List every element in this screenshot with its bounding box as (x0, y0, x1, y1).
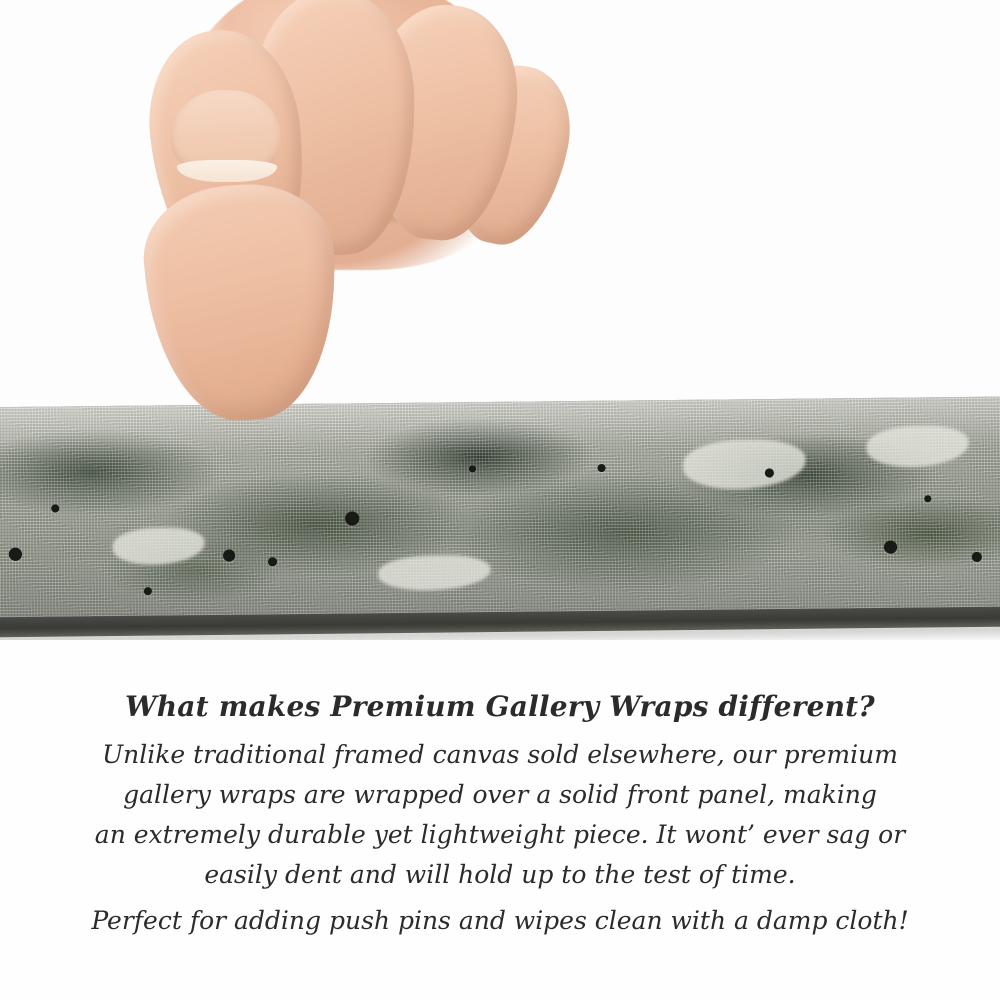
caption-closing-line: Perfect for adding push pins and wipes clean with a damp cloth! (91, 906, 909, 935)
caption-line-4: easily dent and will hold up to the test of time. (204, 860, 796, 889)
caption-line-1: Unlike traditional framed canvas sold elsewhere, our premium (102, 740, 898, 769)
canvas-speck (884, 540, 897, 553)
canvas-speck (51, 504, 59, 512)
canvas-paint-patch (683, 439, 806, 489)
caption-line-3: an extremely durable yet lightweight piece. It wont’ ever sag or (94, 820, 906, 849)
canvas-speck (223, 549, 235, 561)
canvas-speck (469, 465, 476, 472)
canvas-speck (765, 468, 774, 477)
canvas-speck (924, 495, 931, 502)
thumb (139, 179, 345, 427)
caption-title: What makes Premium Gallery Wraps different? (125, 690, 875, 723)
canvas-paint-patch (113, 527, 205, 565)
hand-pressing-icon (135, 0, 555, 430)
canvas-speck (9, 548, 22, 561)
canvas-speck (972, 552, 982, 562)
caption-line-2: gallery wraps are wrapped over a solid front panel, making (123, 780, 877, 809)
canvas-speck (597, 464, 605, 472)
canvas-speck (268, 557, 277, 566)
canvas-speck (144, 587, 152, 595)
caption-block (0, 690, 1000, 941)
canvas-paint-patch (866, 426, 968, 468)
canvas-edge-icon (0, 397, 1000, 627)
canvas-paint-patch (378, 555, 491, 591)
canvas-speck (345, 511, 359, 525)
